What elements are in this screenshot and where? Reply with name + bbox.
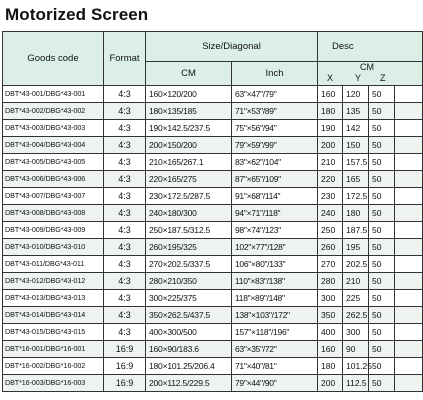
cell-z: 50	[369, 154, 395, 171]
cell-format: 4:3	[104, 273, 146, 290]
cell-format: 4:3	[104, 86, 146, 103]
cell-format: 4:3	[104, 103, 146, 120]
cell-inch: 157"×118"/196"	[232, 324, 318, 341]
cell-inch: 102"×77"/128"	[232, 239, 318, 256]
cell-code: DBT*43-006/DBG*43-006	[3, 171, 104, 188]
cell-x: 160	[318, 341, 343, 358]
cell-extra	[395, 137, 423, 154]
cell-x: 200	[318, 375, 343, 392]
cell-code: DBT*43-005/DBG*43-005	[3, 154, 104, 171]
cell-extra	[395, 358, 423, 375]
cell-code: DBT*16-003/DBG*16-003	[3, 375, 104, 392]
cell-cm: 230×172.5/287.5	[146, 188, 232, 205]
cell-cm: 180×101.25/206.4	[146, 358, 232, 375]
header-format: Format	[104, 32, 146, 86]
cell-code: DBT*43-007/DBG*43-007	[3, 188, 104, 205]
cell-y: 172.5	[343, 188, 369, 205]
cell-cm: 400×300/500	[146, 324, 232, 341]
table-row	[3, 154, 423, 171]
cell-z: 50	[369, 120, 395, 137]
cell-y: 262.5	[343, 307, 369, 324]
page-title: Motorized Screen	[5, 5, 149, 24]
cell-extra	[395, 324, 423, 341]
cell-format: 4:3	[104, 307, 146, 324]
cell-cm: 250×187.5/312.5	[146, 222, 232, 239]
cell-inch: 83"×62"/104"	[232, 154, 318, 171]
cell-inch: 138"×103"/172"	[232, 307, 318, 324]
cell-y: 165	[343, 171, 369, 188]
cell-format: 4:3	[104, 256, 146, 273]
table-row	[3, 239, 423, 256]
table-row	[3, 137, 423, 154]
header-y: Y	[355, 73, 362, 83]
cell-x: 160	[318, 86, 343, 103]
table-row	[3, 341, 423, 358]
cell-inch: 87"×65"/109"	[232, 171, 318, 188]
cell-z: 50	[369, 341, 395, 358]
cell-z: 50	[369, 188, 395, 205]
cell-x: 210	[318, 154, 343, 171]
cell-format: 4:3	[104, 137, 146, 154]
cell-extra	[395, 375, 423, 392]
table-row	[3, 256, 423, 273]
cell-inch: 98"×74"/123"	[232, 222, 318, 239]
cell-z: 50	[369, 375, 395, 392]
cell-code: DBT*16-002/DBG*16-002	[3, 358, 104, 375]
cell-cm: 210×165/267.1	[146, 154, 232, 171]
cell-y: 120	[343, 86, 369, 103]
cell-code: DBT*43-013/DBG*43-013	[3, 290, 104, 307]
table-row	[3, 103, 423, 120]
cell-y: 150	[343, 137, 369, 154]
cell-format: 4:3	[104, 290, 146, 307]
cell-extra	[395, 307, 423, 324]
cell-extra	[395, 205, 423, 222]
cell-inch: 94"×71"/118"	[232, 205, 318, 222]
cell-cm: 190×142.5/237.5	[146, 120, 232, 137]
header-goods-code: Goods code	[3, 32, 104, 86]
cell-inch: 71"×40"/81"	[232, 358, 318, 375]
cell-cm: 350×262.5/437.5	[146, 307, 232, 324]
cell-code: DBT*16-001/DBG*16-001	[3, 341, 104, 358]
cell-x: 300	[318, 290, 343, 307]
cell-z: 50	[369, 103, 395, 120]
table-row	[3, 375, 423, 392]
cell-format: 4:3	[104, 188, 146, 205]
cell-inch: 75"×56"/94"	[232, 120, 318, 137]
cell-format: 4:3	[104, 205, 146, 222]
cell-code: DBT*43-014/DBG*43-014	[3, 307, 104, 324]
cell-inch: 79"×59"/99"	[232, 137, 318, 154]
header-size-cm: CM	[146, 62, 232, 86]
cell-cm: 200×150/200	[146, 137, 232, 154]
cell-y: 135	[343, 103, 369, 120]
cell-code: DBT*43-009/DBG*43-009	[3, 222, 104, 239]
cell-x: 200	[318, 137, 343, 154]
cell-code: DBT*43-001/DBG*43-001	[3, 86, 104, 103]
cell-z: 50	[369, 137, 395, 154]
cell-x: 350	[318, 307, 343, 324]
cell-inch: 106"×80"/133"	[232, 256, 318, 273]
table-row	[3, 273, 423, 290]
table-row	[3, 358, 423, 375]
cell-z: 50	[369, 86, 395, 103]
cell-y: 195	[343, 239, 369, 256]
cell-cm: 180×135/185	[146, 103, 232, 120]
cell-y: 187.5	[343, 222, 369, 239]
cell-y: 90	[343, 341, 369, 358]
table-row	[3, 222, 423, 239]
cell-z: 50	[369, 222, 395, 239]
header-z: Z	[380, 73, 386, 83]
table-row	[3, 188, 423, 205]
cell-cm: 270×202.5/337.5	[146, 256, 232, 273]
table-body	[3, 86, 423, 392]
cell-y: 202.5	[343, 256, 369, 273]
cell-y: 300	[343, 324, 369, 341]
cell-y: 101.25	[343, 358, 369, 375]
cell-extra	[395, 341, 423, 358]
cell-code: DBT*43-011/DBG*43-011	[3, 256, 104, 273]
header-dimensions	[318, 62, 423, 86]
cell-cm: 220×165/275	[146, 171, 232, 188]
cell-code: DBT*43-010/DBG*43-010	[3, 239, 104, 256]
cell-z: 50	[369, 290, 395, 307]
cell-cm: 160×90/183.6	[146, 341, 232, 358]
cell-format: 16:9	[104, 375, 146, 392]
cell-code: DBT*43-003/DBG*43-003	[3, 120, 104, 137]
cell-cm: 260×195/325	[146, 239, 232, 256]
cell-z: 50	[369, 205, 395, 222]
cell-z: 50	[369, 358, 395, 375]
cell-inch: 63"×47"/79"	[232, 86, 318, 103]
table-row	[3, 307, 423, 324]
cell-x: 180	[318, 103, 343, 120]
cell-z: 50	[369, 307, 395, 324]
cell-x: 250	[318, 222, 343, 239]
table-row	[3, 86, 423, 103]
cell-format: 16:9	[104, 358, 146, 375]
cell-x: 180	[318, 358, 343, 375]
cell-inch: 110"×83"/138"	[232, 273, 318, 290]
cell-y: 180	[343, 205, 369, 222]
cell-inch: 118"×89"/148"	[232, 290, 318, 307]
cell-cm: 300×225/375	[146, 290, 232, 307]
cell-code: DBT*43-012/DBG*43-012	[3, 273, 104, 290]
header-desc-cm: CM	[360, 62, 374, 72]
cell-x: 240	[318, 205, 343, 222]
cell-z: 50	[369, 171, 395, 188]
cell-code: DBT*43-004/DBG*43-004	[3, 137, 104, 154]
cell-x: 220	[318, 171, 343, 188]
cell-z: 50	[369, 239, 395, 256]
cell-code: DBT*43-008/DBG*43-008	[3, 205, 104, 222]
cell-cm: 160×120/200	[146, 86, 232, 103]
cell-inch: 91"×68"/114"	[232, 188, 318, 205]
dimension-labels	[318, 62, 422, 85]
cell-format: 16:9	[104, 341, 146, 358]
cell-format: 4:3	[104, 239, 146, 256]
table-header	[3, 32, 423, 86]
cell-z: 50	[369, 273, 395, 290]
table-row	[3, 171, 423, 188]
cell-extra	[395, 120, 423, 137]
header-description: Desc	[318, 32, 423, 62]
cell-cm: 200×112.5/229.5	[146, 375, 232, 392]
cell-x: 190	[318, 120, 343, 137]
cell-x: 270	[318, 256, 343, 273]
cell-format: 4:3	[104, 120, 146, 137]
cell-inch: 79"×44"/90"	[232, 375, 318, 392]
cell-format: 4:3	[104, 222, 146, 239]
cell-y: 112.5	[343, 375, 369, 392]
table-row	[3, 324, 423, 341]
header-size-diagonal: Size/Diagonal	[146, 32, 318, 62]
cell-extra	[395, 222, 423, 239]
cell-y: 210	[343, 273, 369, 290]
spec-table	[2, 31, 423, 392]
cell-y: 225	[343, 290, 369, 307]
cell-inch: 63"×35"/72"	[232, 341, 318, 358]
cell-x: 400	[318, 324, 343, 341]
cell-cm: 240×180/300	[146, 205, 232, 222]
table-row	[3, 120, 423, 137]
cell-x: 260	[318, 239, 343, 256]
cell-extra	[395, 256, 423, 273]
cell-inch: 71"×53"/89"	[232, 103, 318, 120]
cell-extra	[395, 239, 423, 256]
cell-y: 142	[343, 120, 369, 137]
cell-cm: 280×210/350	[146, 273, 232, 290]
cell-extra	[395, 103, 423, 120]
cell-extra	[395, 171, 423, 188]
cell-format: 4:3	[104, 324, 146, 341]
cell-z: 50	[369, 256, 395, 273]
cell-x: 280	[318, 273, 343, 290]
cell-code: DBT*43-002/DBG*43-002	[3, 103, 104, 120]
header-x: X	[327, 73, 334, 83]
table-row	[3, 205, 423, 222]
cell-x: 230	[318, 188, 343, 205]
cell-code: DBT*43-015/DBG*43-015	[3, 324, 104, 341]
cell-extra	[395, 290, 423, 307]
cell-extra	[395, 154, 423, 171]
cell-format: 4:3	[104, 154, 146, 171]
cell-extra	[395, 188, 423, 205]
cell-format: 4:3	[104, 171, 146, 188]
table-row	[3, 290, 423, 307]
cell-extra	[395, 273, 423, 290]
cell-z: 50	[369, 324, 395, 341]
cell-extra	[395, 86, 423, 103]
cell-y: 157.5	[343, 154, 369, 171]
header-size-inch: Inch	[232, 62, 318, 86]
